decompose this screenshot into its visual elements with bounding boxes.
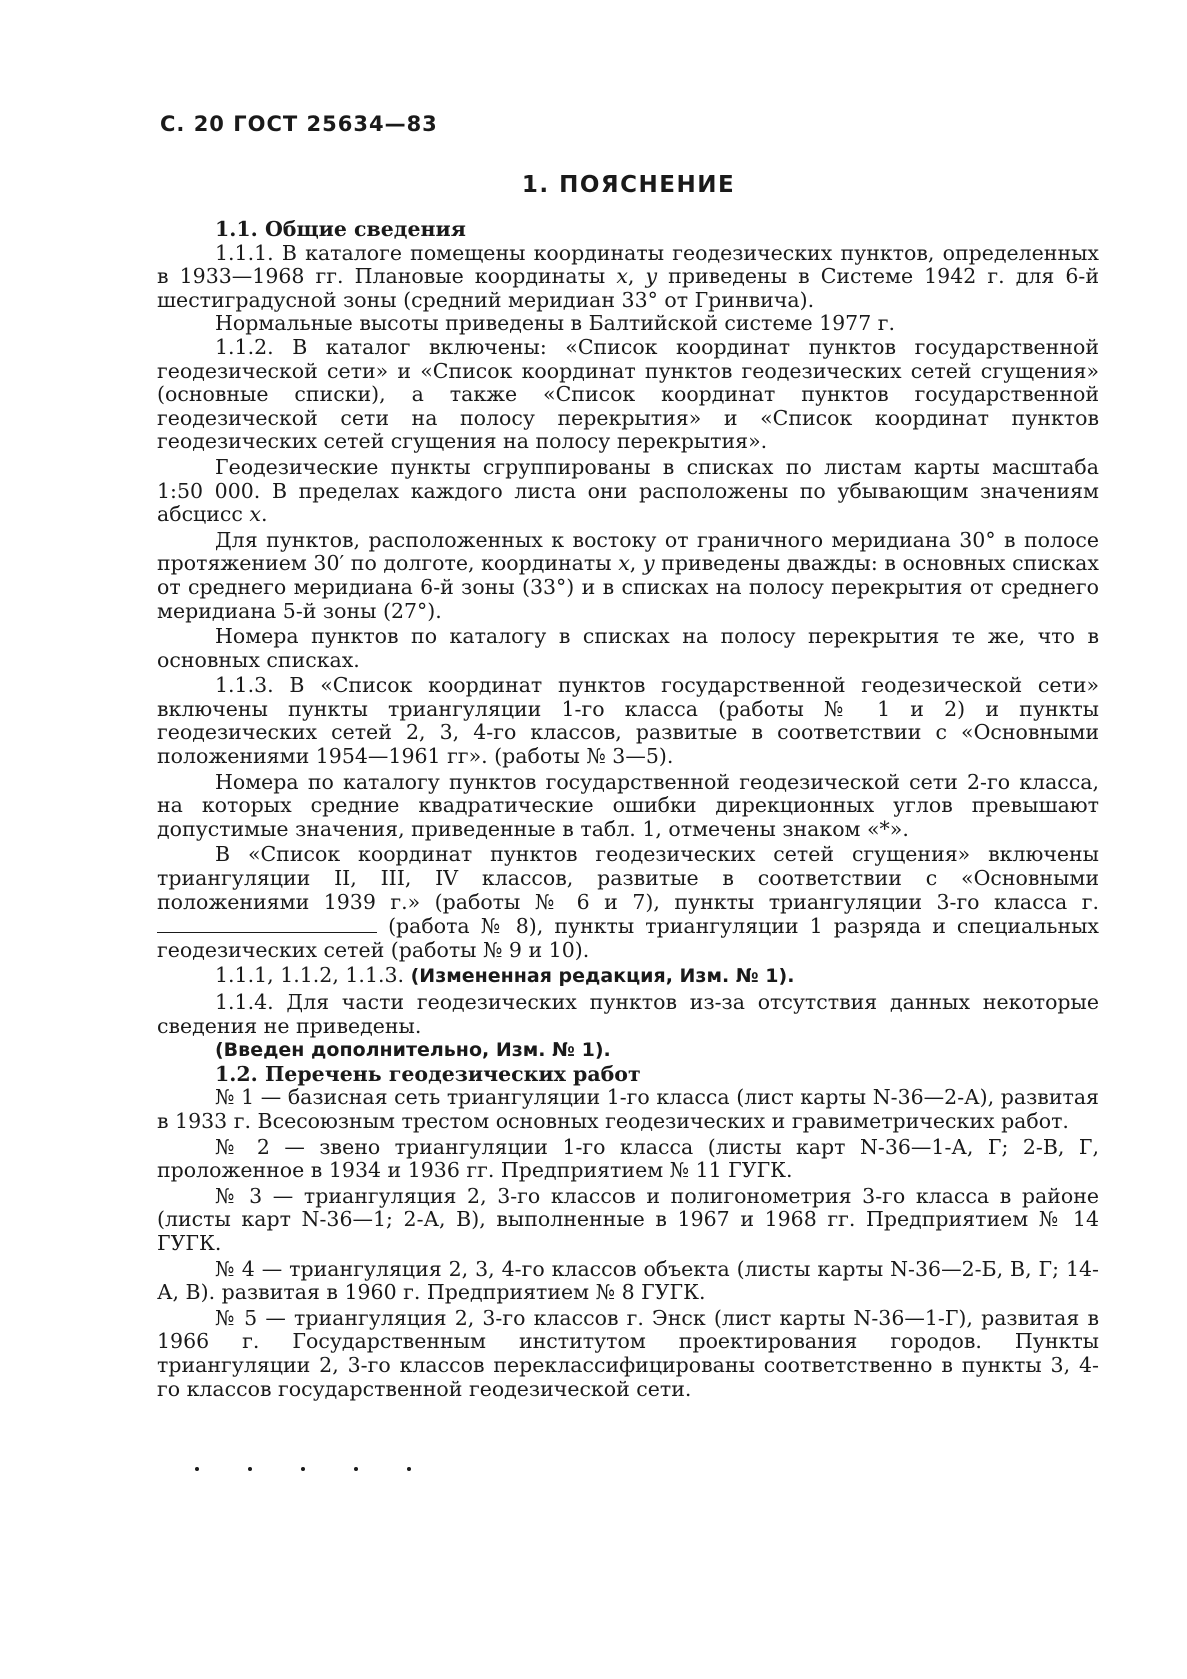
subsection-heading-1-2: 1.2. Перечень геодезических работ xyxy=(215,1061,641,1086)
work-item-2: № 2 — звено триангуляции 1-го класса (листы карт N-36—1-А, Г; 2-В, Г, проложенное в 1934 и 1936 гг. Предприятием № 11 ГУГК. xyxy=(157,1134,1099,1183)
paragraph-grouped: Геодезические пункты сгруппированы в списках по листам карты масштаба 1:50 000. В пределах каждого листа они расположены по убывающим значениям абсцисс x. xyxy=(157,454,1099,527)
work-item-1: № 1 — базисная сеть триангуляции 1-го класса (лист карты N-36—2-А), развитая в 1933 г. Всесоюзным трестом основных геодезических и гравиметрических работ. xyxy=(157,1085,1099,1133)
dot xyxy=(301,1467,305,1471)
paragraph-east: Для пунктов, расположенных к востоку от граничного меридиана 30° в полосе протяжением 30′ по долготе, координаты x, y приведены дважды: в основных списках от среднего меридиана 6-й зоны (33°) и в списках на полосу перекрытия от среднего меридиана 5-й зоны (27°). xyxy=(157,527,1099,623)
paragraph-1-1-1: 1.1.1. В каталоге помещены координаты геодезических пунктов, определенных в 1933—1968 гг. Плановые координаты x, y приведены в Системе 1942 г. для 6-й шестиградусной зоны (средний меридиан 33° от Гринвича). xyxy=(157,240,1099,312)
paragraph-heights: Нормальные высоты приведены в Балтийской системе 1977 г. xyxy=(215,311,896,336)
blank-line xyxy=(157,914,377,933)
paragraph-dense: В «Список координат пунктов геодезических сетей сгущения» включены триангуляции II, III, IV классов, развитые в соответствии с «Основными положениями 1939 г.» (работы № 6 и 7), пункты триангуляции 3-го класса г. (работа № 8), пункты триангуляции 1 разряда и специальных геодезических сетей (работы № 9 и 10). xyxy=(157,842,1099,962)
document-body xyxy=(157,218,1099,1401)
paragraph-star: Номера по каталогу пунктов государственной геодезической сети 2-го класса, на которых средние квадратические ошибки дирекционных углов превышают допустимые значения, приведенные в табл. 1, отмечены знаком «*». xyxy=(157,769,1099,841)
ellipsis-dots xyxy=(195,1456,460,1475)
paragraph-1-1-2: 1.1.2. В каталог включены: «Список координат пунктов государственной геодезической сети» и «Список координат пунктов геодезических сетей сгущения» (основные списки), а также «Список координат пунктов государственной геодезической сети на полосу перекрытия» и «Список координат пунктов геодезических сетей сгущения на полосу перекрытия». xyxy=(157,334,1099,454)
paragraph-changed: 1.1.1, 1.1.2, 1.1.3. (Измененная редакция, Изм. № 1). xyxy=(215,963,795,988)
subsection-heading-1-1: 1.1. Общие сведения xyxy=(215,217,466,241)
page-header: С. 20 ГОСТ 25634—83 xyxy=(160,112,438,136)
paragraph-added: (Введен дополнительно, Изм. № 1). xyxy=(215,1039,611,1062)
paragraph-numbers: Номера пунктов по каталогу в списках на полосу перекрытия те же, что в основных списках. xyxy=(157,624,1099,672)
dot xyxy=(195,1467,199,1471)
dot xyxy=(354,1467,358,1471)
work-item-3: № 3 — триангуляция 2, 3-го классов и полигонометрия 3-го класса в районе (листы карт N-36—1; 2-А, В), выполненные в 1967 и 1968 гг. Предприятием № 14 ГУГК. xyxy=(157,1183,1099,1255)
paragraph-1-1-4: 1.1.4. Для части геодезических пунктов из-за отсутствия данных некоторые сведения не приведены. xyxy=(157,990,1099,1038)
work-item-5: № 5 — триангуляция 2, 3-го классов г. Энск (лист карты N-36—1-Г), развитая в 1966 г. Государственным институтом проектирования городов. Пункты триангуляции 2, 3-го классов переклассифицированы соответственно в пункты 3, 4-го классов государственной геодезической сети. xyxy=(157,1305,1099,1401)
dot xyxy=(248,1467,252,1471)
paragraph-1-1-3: 1.1.3. В «Список координат пунктов государственной геодезической сети» включены пункты триангуляции 1-го класса (работы № 1 и 2) и пункты геодезических сетей 2, 3, 4-го классов, развитые в соответствии с «Основными положениями 1954—1961 гг». (работы № 3—5). xyxy=(157,673,1099,769)
work-item-4: № 4 — триангуляция 2, 3, 4-го классов объекта (листы карты N-36—2-Б, В, Г; 14-А, В). развитая в 1960 г. Предприятием № 8 ГУГК. xyxy=(157,1256,1099,1305)
dot xyxy=(407,1467,411,1471)
section-title: 1. ПОЯСНЕНИЕ xyxy=(521,172,736,198)
